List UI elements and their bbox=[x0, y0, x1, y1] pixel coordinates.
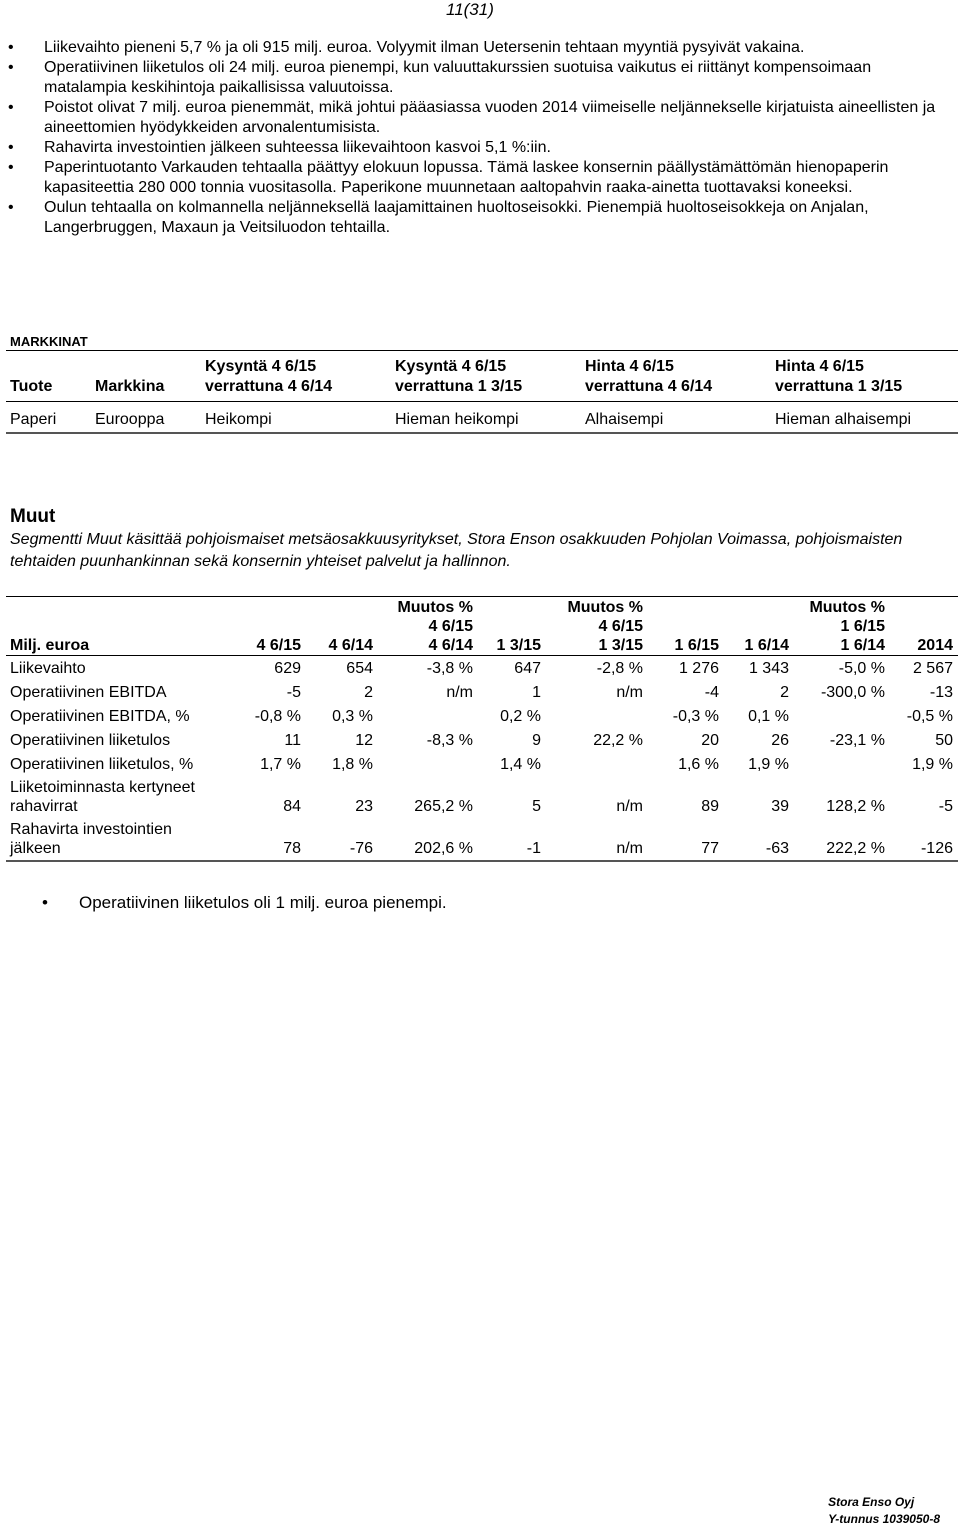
table-cell: 26 bbox=[771, 732, 789, 749]
table-cell: -0,5 % bbox=[906, 708, 953, 725]
table-row bbox=[6, 776, 958, 818]
table-cell: 22,2 % bbox=[593, 732, 643, 749]
markets-heading: MARKKINAT bbox=[10, 334, 88, 349]
bullet-item: • Paperintuotanto Varkauden tehtaalla päättyy elokuun lopussa. Tämä laskee konsernin päällystämättömän hienopaperin kapasiteettia 280 000 tonnia vuositasolla. Paperikone muunnetaan aaltopahvin raaka-ainetta tuottavaksi koneeksi. bbox=[0, 158, 955, 198]
table-cell bbox=[546, 704, 648, 728]
footer bbox=[828, 1494, 940, 1528]
table-cell bbox=[546, 752, 648, 776]
table-cell: 78 bbox=[228, 818, 306, 861]
table-cell: 0,1 % bbox=[748, 708, 789, 725]
table-cell: -23,1 % bbox=[829, 732, 885, 749]
table-cell: 1 343 bbox=[748, 660, 789, 677]
col-header: 4 6/15 bbox=[228, 597, 306, 656]
table-cell: 0,2 % bbox=[500, 708, 541, 725]
cell-price-yoy: Alhaisempi bbox=[581, 402, 771, 434]
bullet-item: • Operatiivinen liiketulos oli 24 milj. euroa pienempi, kun valuuttakurssien suotuisa vaikutus ei riittänyt kompensoimaan matalampia keskihintoja paikallisissa valuutoissa. bbox=[0, 58, 955, 98]
table-cell: -4 bbox=[704, 684, 719, 701]
row-label: Liikevaihto bbox=[10, 660, 86, 677]
table-cell: 2 bbox=[780, 684, 789, 701]
table-cell: 77 bbox=[648, 818, 724, 861]
col-header: Muutos % 4 6/15 4 6/14 bbox=[378, 597, 478, 656]
table-cell: 202,6 % bbox=[378, 818, 478, 861]
row-label: Operatiivinen liiketulos, % bbox=[10, 756, 194, 773]
table-cell: 2 567 bbox=[912, 660, 953, 677]
table-cell: 647 bbox=[514, 660, 541, 677]
table-cell: n/m bbox=[446, 684, 473, 701]
col-header: 2014 bbox=[890, 597, 958, 656]
table-cell: 1,9 % bbox=[748, 756, 789, 773]
table-cell: 1,4 % bbox=[500, 756, 541, 773]
cell-price-qoq: Hieman alhaisempi bbox=[771, 402, 958, 434]
col-header: 1 6/15 bbox=[648, 597, 724, 656]
table-cell bbox=[794, 752, 890, 776]
table-cell: 50 bbox=[935, 732, 953, 749]
table-cell: 12 bbox=[355, 732, 373, 749]
row-label: Operatiivinen liiketulos bbox=[10, 732, 171, 749]
table-cell: 0,3 % bbox=[332, 708, 373, 725]
col-header-market: Markkina bbox=[91, 351, 201, 402]
table-row bbox=[6, 818, 958, 861]
bullet-item: • Oulun tehtaalla on kolmannella neljänneksellä laajamittainen huoltoseisokki. Pienempiä huoltoseisokkeja on Anjalan, Langerbruggen, Maxaun ja Veitsiluodon tehtailla. bbox=[0, 198, 955, 238]
financials-header-row bbox=[6, 597, 958, 656]
col-header-price-qoq: Hinta 4 6/15 verrattuna 1 3/15 bbox=[771, 351, 958, 402]
cell-demand-qoq: Hieman heikompi bbox=[391, 402, 581, 434]
col-header-product: Tuote bbox=[6, 351, 91, 402]
note-item: • Operatiivinen liiketulos oli 1 milj. euroa pienempi. bbox=[0, 893, 955, 913]
bullet-item: • Poistot olivat 7 milj. euroa pienemmät, mikä johtui pääasiassa vuoden 2014 viimeiselle neljännekselle kirjatuista aineellisten ja aineettomien hyödykkeiden arvonalentumisista. bbox=[0, 98, 955, 138]
note-list bbox=[0, 893, 955, 913]
bullet-item: • Liikevaihto pieneni 5,7 % ja oli 915 milj. euroa. Volyymit ilman Uetersenin tehtaan myyntiä pysyivät vakaina. bbox=[0, 38, 955, 58]
table-cell: 629 bbox=[274, 660, 301, 677]
footer-business-id: Y-tunnus 1039050-8 bbox=[828, 1512, 940, 1526]
table-cell: -0,8 % bbox=[254, 708, 301, 725]
table-cell: -2,8 % bbox=[596, 660, 643, 677]
col-header: Muutos % 4 6/15 1 3/15 bbox=[546, 597, 648, 656]
table-cell: 2 bbox=[364, 684, 373, 701]
col-header: Milj. euroa bbox=[6, 597, 228, 656]
table-cell: -63 bbox=[724, 818, 794, 861]
table-cell: 265,2 % bbox=[414, 798, 473, 815]
table-cell: -3,8 % bbox=[426, 660, 473, 677]
col-header: 1 3/15 bbox=[478, 597, 546, 656]
table-cell: -126 bbox=[890, 818, 958, 861]
table-row bbox=[6, 752, 958, 776]
col-header: 4 6/14 bbox=[306, 597, 378, 656]
table-cell: n/m bbox=[616, 798, 643, 815]
table-cell: 20 bbox=[701, 732, 719, 749]
table-row bbox=[6, 728, 958, 752]
table-cell: 84 bbox=[283, 798, 301, 815]
table-cell: 222,2 % bbox=[794, 818, 890, 861]
table-cell: -5 bbox=[938, 798, 953, 815]
table-cell: 1 276 bbox=[678, 660, 719, 677]
financials-table bbox=[6, 596, 958, 862]
table-cell: 1,7 % bbox=[260, 756, 301, 773]
table-cell: 1 bbox=[532, 684, 541, 701]
table-cell: 128,2 % bbox=[826, 798, 885, 815]
summary-bullet-list bbox=[0, 38, 955, 238]
table-cell: 11 bbox=[284, 732, 301, 749]
table-cell: -300,0 % bbox=[820, 684, 885, 701]
table-cell: 39 bbox=[771, 798, 789, 815]
row-label: Rahavirta investointien jälkeen bbox=[6, 818, 228, 861]
cell-demand-yoy: Heikompi bbox=[201, 402, 391, 434]
col-header: Muutos % 1 6/15 1 6/14 bbox=[794, 597, 890, 656]
table-cell: 1,8 % bbox=[332, 756, 373, 773]
table-cell bbox=[794, 704, 890, 728]
section-description: Segmentti Muut käsittää pohjoismaiset metsäosakkuusyritykset, Stora Enson osakkuuden Pohjolan Voimassa, pohjoismaisten tehtaiden puunhankinnan sekä konsernin yhteiset palvelut ja hallinnon. bbox=[10, 531, 903, 570]
bullet-item: • Rahavirta investointien jälkeen suhteessa liikevaihtoon kasvoi 5,1 %:iin. bbox=[0, 138, 955, 158]
col-header: 1 6/14 bbox=[724, 597, 794, 656]
table-cell: 23 bbox=[355, 798, 373, 815]
table-cell: -5,0 % bbox=[838, 660, 885, 677]
cell-market: Eurooppa bbox=[91, 402, 201, 434]
table-cell: 89 bbox=[701, 798, 719, 815]
table-cell bbox=[378, 752, 478, 776]
section-title: Muut bbox=[10, 506, 56, 527]
table-cell: 9 bbox=[532, 732, 541, 749]
table-cell: 654 bbox=[346, 660, 373, 677]
table-cell: n/m bbox=[546, 818, 648, 861]
table-cell: -1 bbox=[478, 818, 546, 861]
table-cell: 1,6 % bbox=[678, 756, 719, 773]
col-header-demand-qoq: Kysyntä 4 6/15 verrattuna 1 3/15 bbox=[391, 351, 581, 402]
table-cell: n/m bbox=[616, 684, 643, 701]
table-cell: -13 bbox=[929, 684, 953, 701]
table-cell: -76 bbox=[306, 818, 378, 861]
table-cell bbox=[378, 704, 478, 728]
row-label: Liiketoiminnasta kertyneet rahavirrat bbox=[10, 779, 195, 815]
table-cell: 1,9 % bbox=[912, 756, 953, 773]
page-number: 11(31) bbox=[446, 0, 494, 19]
markets-header-row bbox=[6, 351, 958, 402]
table-row bbox=[6, 680, 958, 704]
cell-product: Paperi bbox=[6, 402, 91, 434]
table-cell: -8,3 % bbox=[426, 732, 473, 749]
table-cell: 5 bbox=[532, 798, 541, 815]
row-label: Operatiivinen EBITDA bbox=[10, 684, 167, 701]
table-row bbox=[6, 402, 958, 434]
table-cell: -0,3 % bbox=[672, 708, 719, 725]
footer-company: Stora Enso Oyj bbox=[828, 1495, 915, 1509]
table-row bbox=[6, 704, 958, 728]
table-row bbox=[6, 656, 958, 681]
col-header-price-yoy: Hinta 4 6/15 verrattuna 4 6/14 bbox=[581, 351, 771, 402]
markets-table bbox=[6, 350, 958, 434]
table-cell: -5 bbox=[286, 684, 301, 701]
col-header-demand-yoy: Kysyntä 4 6/15 verrattuna 4 6/14 bbox=[201, 351, 391, 402]
row-label: Operatiivinen EBITDA, % bbox=[10, 708, 190, 725]
